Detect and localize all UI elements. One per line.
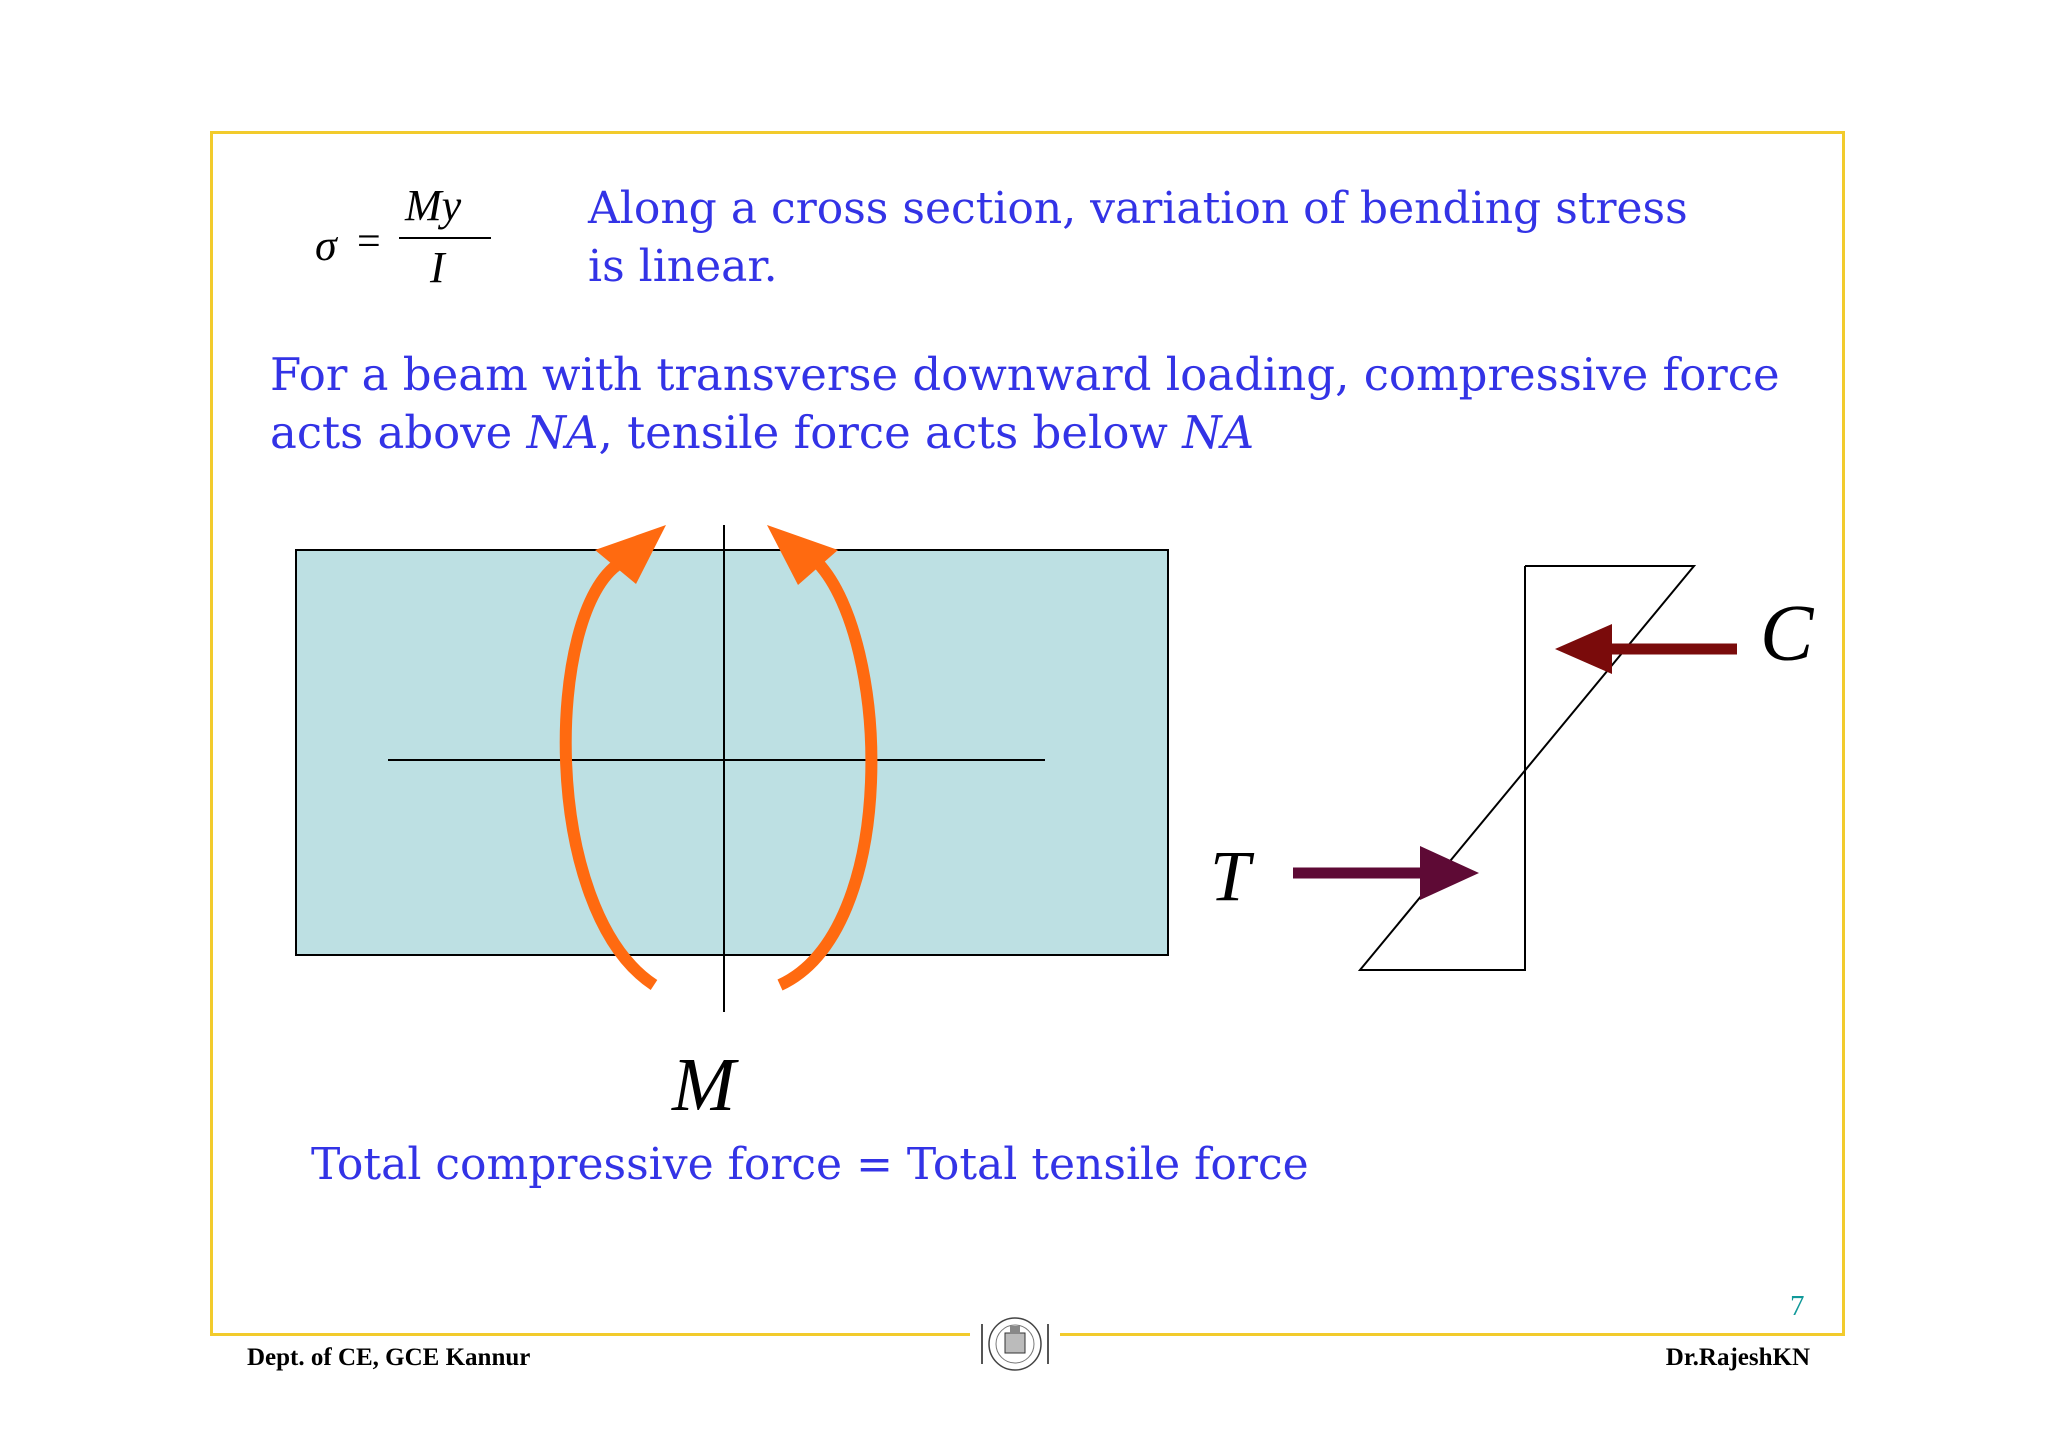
statement2-line2-mid: , tensile force acts below [598,406,1183,459]
compression-label: C [1760,590,1814,678]
tension-arrowhead [1420,846,1479,900]
stress-diagram-outline [1360,566,1694,970]
formula-equals: = [357,219,381,265]
compression-arrowhead [1555,624,1612,674]
na-term-1: NA [526,406,599,459]
page-number: 7 [1790,1290,1805,1322]
footer-department: Dept. of CE, GCE Kannur [247,1344,531,1371]
formula-sigma: σ [315,221,337,270]
formula-denominator: I [430,243,445,292]
footer-author: Dr.RajeshKN [1665,1344,1810,1371]
college-emblem-icon [970,1306,1060,1386]
statement2-line1: For a beam with transverse downward loading, compressive force [270,348,1780,401]
formula-numerator: My [405,181,462,230]
tension-label: T [1210,836,1251,916]
moment-label: M [672,1043,736,1127]
force-equality-statement: Total compressive force = Total tensile force [311,1139,1309,1190]
na-term-2: NA [1182,406,1255,459]
statement2-line2-start: acts above [270,406,527,459]
beam-section [296,550,1168,955]
statement1-text: Along a cross section, variation of bending stress is linear. [588,183,1688,292]
